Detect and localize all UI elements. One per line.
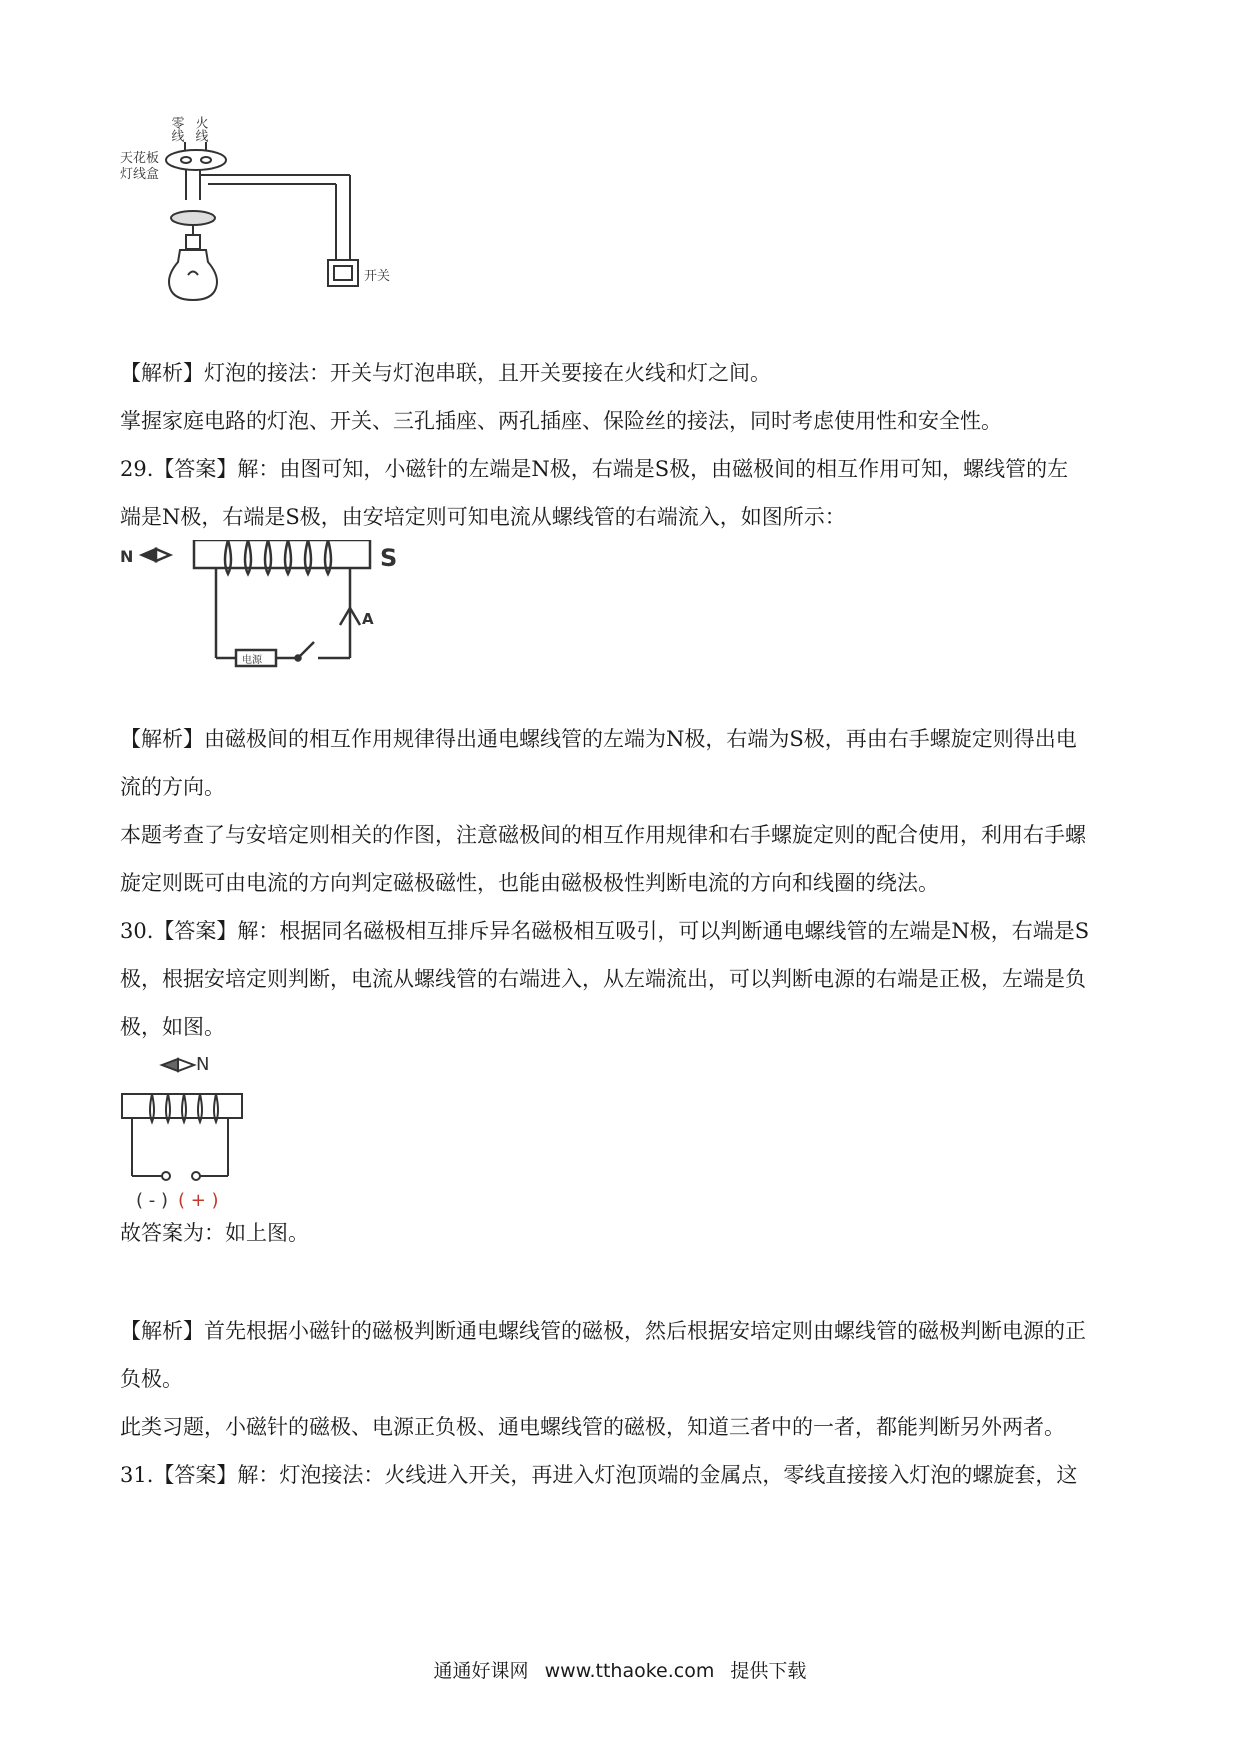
page-footer (0, 1656, 1240, 1683)
figure-solenoid-30 (118, 1050, 358, 1210)
label-s-29: S (380, 544, 398, 572)
label-fire-line: 火线 (192, 116, 208, 142)
figure-solenoid-29 (118, 540, 458, 690)
label-n-30: N (196, 1054, 210, 1075)
label-a-29: A (362, 610, 374, 628)
footer-suffix: 提供下载 (730, 1660, 807, 1682)
answer-30-line-2: 极，根据安培定则判断，电流从螺线管的右端进入，从左端流出，可以判断电源的右端是正极，左端是负 (120, 967, 1086, 991)
answer-31-line-1: 31.【答案】解：灯泡接法：火线进入开关，再进入灯泡顶端的金属点，零线直接接入灯泡的螺旋套，这 (120, 1463, 1078, 1487)
footer-url-link[interactable]: www.tthaoke.com (544, 1660, 715, 1682)
solenoid-29-diagram (118, 540, 458, 690)
analysis-30-line-1: 【解析】首先根据小磁针的磁极判断通电螺线管的磁极，然后根据安培定则由螺线管的磁极判断电源的正 (120, 1319, 1086, 1343)
answer-30-line-3: 极，如图。 (120, 1015, 225, 1039)
label-positive: ( + ) (178, 1190, 219, 1210)
label-ceiling-box-1: 天花板 (120, 151, 160, 166)
analysis-30-line-3: 此类习题，小磁针的磁极、电源正负极、通电螺线管的磁极，知道三者中的一者，都能判断另外两者。 (120, 1415, 1065, 1439)
label-ceiling-box-2: 灯线盒 (120, 167, 160, 182)
solenoid-30-diagram (118, 1050, 358, 1210)
label-n-29: N (120, 547, 134, 566)
footer-site-name: 通通好课网 (433, 1660, 529, 1682)
analysis-29-line-3: 本题考查了与安培定则相关的作图，注意磁极间的相互作用规律和右手螺旋定则的配合使用，利用右手螺 (120, 823, 1086, 847)
answer-29-line-1: 29.【答案】解：由图可知，小磁针的左端是N极，右端是S极，由磁极间的相互作用可知，螺线管的左 (120, 457, 1069, 481)
answer-29-line-2: 端是N极，右端是S极，由安培定则可知电流从螺线管的右端流入，如图所示： (120, 505, 846, 529)
analysis-30-line-2: 负极。 (120, 1367, 183, 1391)
analysis-29-line-1: 【解析】由磁极间的相互作用规律得出通电螺线管的左端为N极，右端为S极，再由右手螺旋定则得出电 (120, 727, 1077, 751)
figure-ceiling-light-wiring (118, 100, 418, 340)
analysis-28-line-2: 掌握家庭电路的灯泡、开关、三孔插座、两孔插座、保险丝的接法，同时考虑使用性和安全性。 (120, 409, 1002, 433)
answer-30-line-4: 故答案为：如上图。 (120, 1221, 309, 1245)
answer-30-line-1: 30.【答案】解：根据同名磁极相互排斥异名磁极相互吸引，可以判断通电螺线管的左端是N极，右端是S (120, 919, 1090, 943)
analysis-29-line-2: 流的方向。 (120, 775, 225, 799)
label-source-29: 电源 (242, 655, 262, 666)
analysis-29-line-4: 旋定则既可由电流的方向判定磁极磁性，也能由磁极极性判断电流的方向和线圈的绕法。 (120, 871, 939, 895)
ceiling-light-diagram (118, 100, 418, 340)
label-zero-line: 零线 (168, 116, 184, 142)
analysis-28-line-1: 【解析】灯泡的接法：开关与灯泡串联，且开关要接在火线和灯之间。 (120, 361, 771, 385)
label-switch: 开关 (364, 269, 391, 284)
label-negative: ( - ) (136, 1190, 168, 1210)
